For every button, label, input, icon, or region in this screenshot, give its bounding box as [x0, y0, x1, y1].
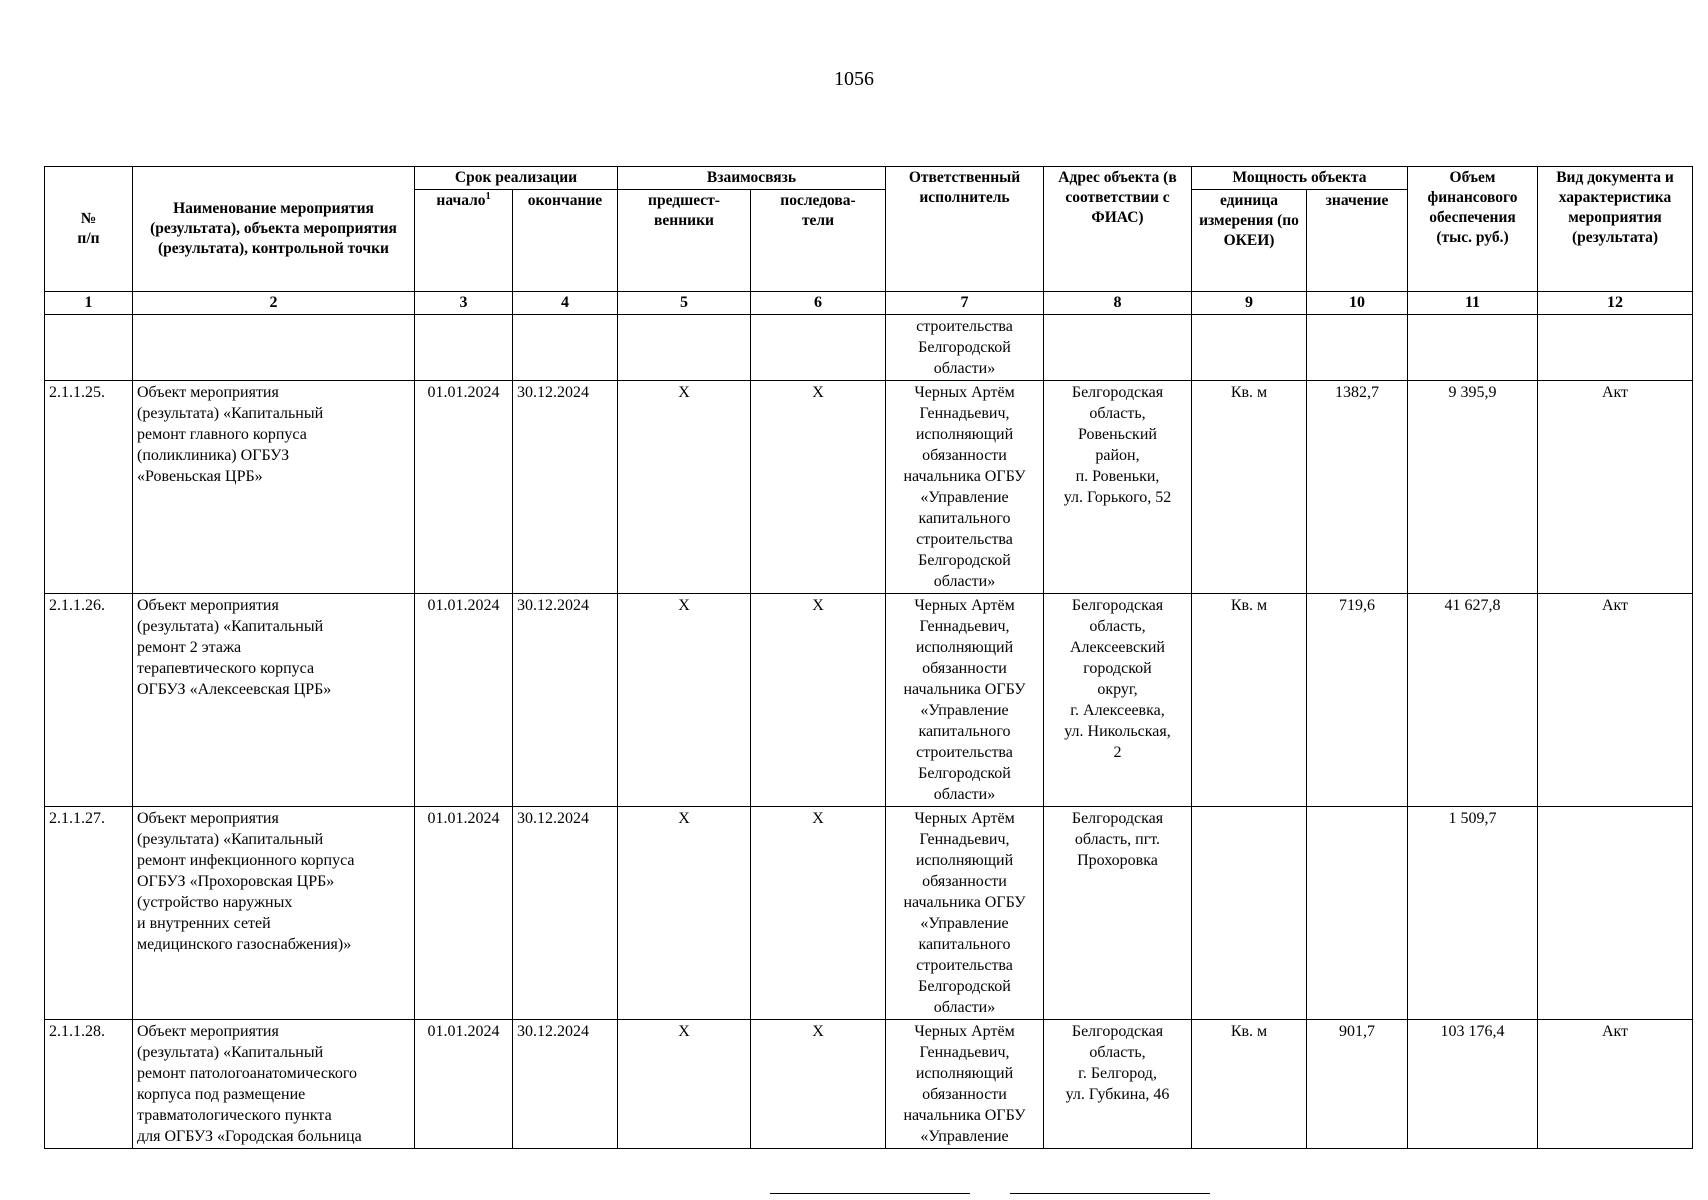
table-row [45, 381, 1693, 594]
cell-doc: Акт [1538, 594, 1693, 807]
cell-succ [751, 315, 886, 381]
cell-unit: Кв. м [1192, 594, 1307, 807]
cell-address: Белгородская область, г. Белгород, ул. Губкина, 46 [1044, 1020, 1192, 1149]
cell-pred: X [618, 381, 751, 594]
cell-num: 2.1.1.28. [45, 1020, 133, 1149]
cell-doc: Акт [1538, 1020, 1693, 1149]
cell-unit [1192, 315, 1307, 381]
cell-value: 1382,7 [1307, 381, 1408, 594]
cell-executor: строительства Белгородской области» [886, 315, 1044, 381]
header-capacity: Мощность объекта [1192, 167, 1408, 190]
cell-doc [1538, 315, 1693, 381]
header-link: Взаимосвязь [618, 167, 886, 190]
column-number: 11 [1408, 292, 1538, 315]
header-end: окончание [513, 190, 618, 292]
cell-name: Объект мероприятия (результата) «Капитальный ремонт инфекционного корпуса ОГБУЗ «Прохоровская ЦРБ» (устройство наружных и внутренних сетей медицинского газоснабжения)» [133, 807, 415, 1020]
cell-succ: X [751, 594, 886, 807]
column-number: 12 [1538, 292, 1693, 315]
cell-finance [1408, 315, 1538, 381]
cell-address [1044, 315, 1192, 381]
header-name: Наименование мероприятия (результата), объекта мероприятия (результата), контрольной точки [133, 167, 415, 292]
cell-name: Объект мероприятия (результата) «Капитальный ремонт патологоанатомического корпуса под размещение травматологического пункта для ОГБУЗ «Городская больница [133, 1020, 415, 1149]
footer-rule [1010, 1193, 1210, 1194]
cell-finance: 41 627,8 [1408, 594, 1538, 807]
cell-finance: 103 176,4 [1408, 1020, 1538, 1149]
continuation-row [45, 315, 1693, 381]
cell-start: 01.01.2024 [415, 381, 513, 594]
header-doc: Вид документа и характеристика мероприятия (результата) [1538, 167, 1693, 292]
cell-start: 01.01.2024 [415, 594, 513, 807]
cell-executor: Черных Артём Геннадьевич, исполняющий обязанности начальника ОГБУ «Управление капитального строительства Белгородской области» [886, 381, 1044, 594]
header-row-1 [45, 167, 1693, 190]
measures-table [44, 166, 1693, 1149]
column-number: 6 [751, 292, 886, 315]
column-number: 8 [1044, 292, 1192, 315]
cell-unit: Кв. м [1192, 1020, 1307, 1149]
column-number: 3 [415, 292, 513, 315]
cell-pred: X [618, 594, 751, 807]
column-number: 4 [513, 292, 618, 315]
cell-address: Белгородская область, Алексеевский городской округ, г. Алексеевка, ул. Никольская, 2 [1044, 594, 1192, 807]
cell-num [45, 315, 133, 381]
cell-address: Белгородская область, пгт. Прохоровка [1044, 807, 1192, 1020]
cell-value [1307, 807, 1408, 1020]
column-number: 9 [1192, 292, 1307, 315]
cell-end: 30.12.2024 [513, 381, 618, 594]
header-term: Срок реализации [415, 167, 618, 190]
cell-finance: 1 509,7 [1408, 807, 1538, 1020]
cell-unit: Кв. м [1192, 381, 1307, 594]
cell-executor: Черных Артём Геннадьевич, исполняющий обязанности начальника ОГБУ «Управление капитального строительства Белгородской области» [886, 594, 1044, 807]
header-executor: Ответственный исполнитель [886, 167, 1044, 292]
header-value: значение [1307, 190, 1408, 292]
column-number: 5 [618, 292, 751, 315]
cell-succ: X [751, 807, 886, 1020]
header-predecessors: предшест- венники [618, 190, 751, 292]
column-numbers-row [45, 292, 1693, 315]
cell-num: 2.1.1.27. [45, 807, 133, 1020]
table-row [45, 807, 1693, 1020]
cell-unit [1192, 807, 1307, 1020]
column-number: 7 [886, 292, 1044, 315]
cell-start: 01.01.2024 [415, 807, 513, 1020]
cell-succ: X [751, 381, 886, 594]
cell-start [415, 315, 513, 381]
cell-address: Белгородская область, Ровеньский район, п. Ровеньки, ул. Горького, 52 [1044, 381, 1192, 594]
cell-executor: Черных Артём Геннадьевич, исполняющий обязанности начальника ОГБУ «Управление [886, 1020, 1044, 1149]
column-number: 10 [1307, 292, 1408, 315]
cell-name: Объект мероприятия (результата) «Капитальный ремонт 2 этажа терапевтического корпуса ОГБУЗ «Алексеевская ЦРБ» [133, 594, 415, 807]
cell-value: 719,6 [1307, 594, 1408, 807]
header-start-label: начало [436, 192, 486, 209]
footnote-marker: 1 [485, 190, 491, 202]
header-address: Адрес объекта (в соответствии с ФИАС) [1044, 167, 1192, 292]
cell-name [133, 315, 415, 381]
page-number: 1056 [834, 68, 874, 90]
cell-end: 30.12.2024 [513, 594, 618, 807]
cell-pred [618, 315, 751, 381]
cell-doc [1538, 807, 1693, 1020]
cell-value: 901,7 [1307, 1020, 1408, 1149]
cell-executor: Черных Артём Геннадьевич, исполняющий обязанности начальника ОГБУ «Управление капитального строительства Белгородской области» [886, 807, 1044, 1020]
header-finance: Объем финансового обеспечения (тыс. руб.) [1408, 167, 1538, 292]
column-number: 2 [133, 292, 415, 315]
cell-doc: Акт [1538, 381, 1693, 594]
cell-end [513, 315, 618, 381]
column-number: 1 [45, 292, 133, 315]
header-unit: единица измерения (по ОКЕИ) [1192, 190, 1307, 292]
cell-end: 30.12.2024 [513, 807, 618, 1020]
cell-name: Объект мероприятия (результата) «Капитальный ремонт главного корпуса (поликлиника) ОГБУЗ «Ровеньская ЦРБ» [133, 381, 415, 594]
cell-end: 30.12.2024 [513, 1020, 618, 1149]
cell-num: 2.1.1.26. [45, 594, 133, 807]
footer-rule [770, 1193, 970, 1194]
cell-succ: X [751, 1020, 886, 1149]
cell-pred: X [618, 807, 751, 1020]
header-start [415, 190, 513, 292]
cell-finance: 9 395,9 [1408, 381, 1538, 594]
table-row [45, 1020, 1693, 1149]
cell-num: 2.1.1.25. [45, 381, 133, 594]
header-successors: последова- тели [751, 190, 886, 292]
table-row [45, 594, 1693, 807]
cell-value [1307, 315, 1408, 381]
cell-pred: X [618, 1020, 751, 1149]
cell-start: 01.01.2024 [415, 1020, 513, 1149]
header-num: № п/п [45, 167, 133, 292]
